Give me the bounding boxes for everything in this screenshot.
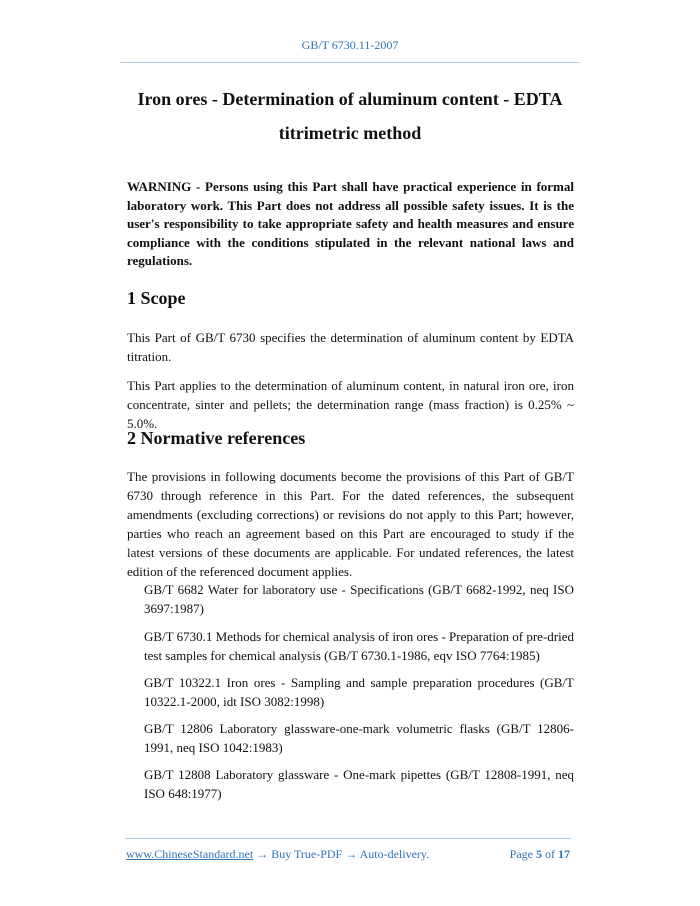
reference-item: GB/T 12806 Laboratory glassware-one-mark volumetric flasks (GB/T 12806-1991, neq ISO 1042:1983) [144, 721, 574, 755]
page-total: 17 [558, 847, 570, 861]
page-current: 5 [536, 847, 542, 861]
reference-item: GB/T 12808 Laboratory glassware - One-mark pipettes (GB/T 12808-1991, neq ISO 648:1977) [144, 767, 574, 801]
website-link[interactable]: www.ChineseStandard.net [126, 847, 254, 861]
arrow-icon: → [256, 847, 269, 861]
page-label: Page [509, 847, 533, 861]
page-title [100, 82, 600, 150]
warning-notice: WARNING - Persons using this Part shall have practical experience in formal laboratory work. This Part does not address all possible safety issues. It is the user's responsibility to take appropriate safety and health measures and ensure compliance with the conditions stipulated in the relevant national laws and regulations. [127, 179, 574, 268]
title-line-1: Iron ores - Determination of aluminum content - EDTA [137, 89, 563, 109]
of-label: of [545, 847, 555, 861]
document-id-header: GB/T 6730.11-2007 [301, 38, 399, 52]
page-indicator [510, 847, 570, 862]
title-line-2: titrimetric method [278, 123, 422, 143]
scope-paragraph-1: This Part of GB/T 6730 specifies the determination of aluminum content by EDTA titration. [127, 330, 574, 364]
header-divider [120, 62, 580, 63]
arrow-icon: → [345, 847, 358, 861]
reference-item: GB/T 6730.1 Methods for chemical analysis of iron ores - Preparation of pre-dried test samples for chemical analysis (GB/T 6730.1-1986, eqv ISO 7764:1985) [144, 629, 574, 663]
reference-item: GB/T 6682 Water for laboratory use - Specifications (GB/T 6682-1992, neq ISO 3697:1987) [144, 582, 574, 616]
section-heading-scope: 1 Scope [127, 288, 186, 308]
scope-paragraph-2: This Part applies to the determination of aluminum content, in natural iron ore, iron concentrate, sinter and pellets; the determination range (mass fraction) is 0.25% ~ 5.0%. [127, 378, 574, 431]
auto-delivery-text: Auto-delivery. [359, 847, 430, 861]
section-heading-normative-references: 2 Normative references [127, 428, 306, 448]
page-footer [126, 847, 572, 862]
reference-item: GB/T 10322.1 Iron ores - Sampling and sample preparation procedures (GB/T 10322.1-2000, idt ISO 3082:1998) [144, 675, 574, 709]
normative-references-paragraph: The provisions in following documents become the provisions of this Part of GB/T 6730 through reference in this Part. For the dated references, the subsequent amendments (excluding corrections) or revisions do not apply to this Part; however, parties who reach an agreement based on this Part are encouraged to study if the latest versions of these documents are applicable. For undated references, the latest edition of the referenced document applies. [127, 469, 574, 579]
buy-true-pdf-text: Buy True-PDF [271, 847, 343, 861]
footer-divider [125, 838, 571, 839]
